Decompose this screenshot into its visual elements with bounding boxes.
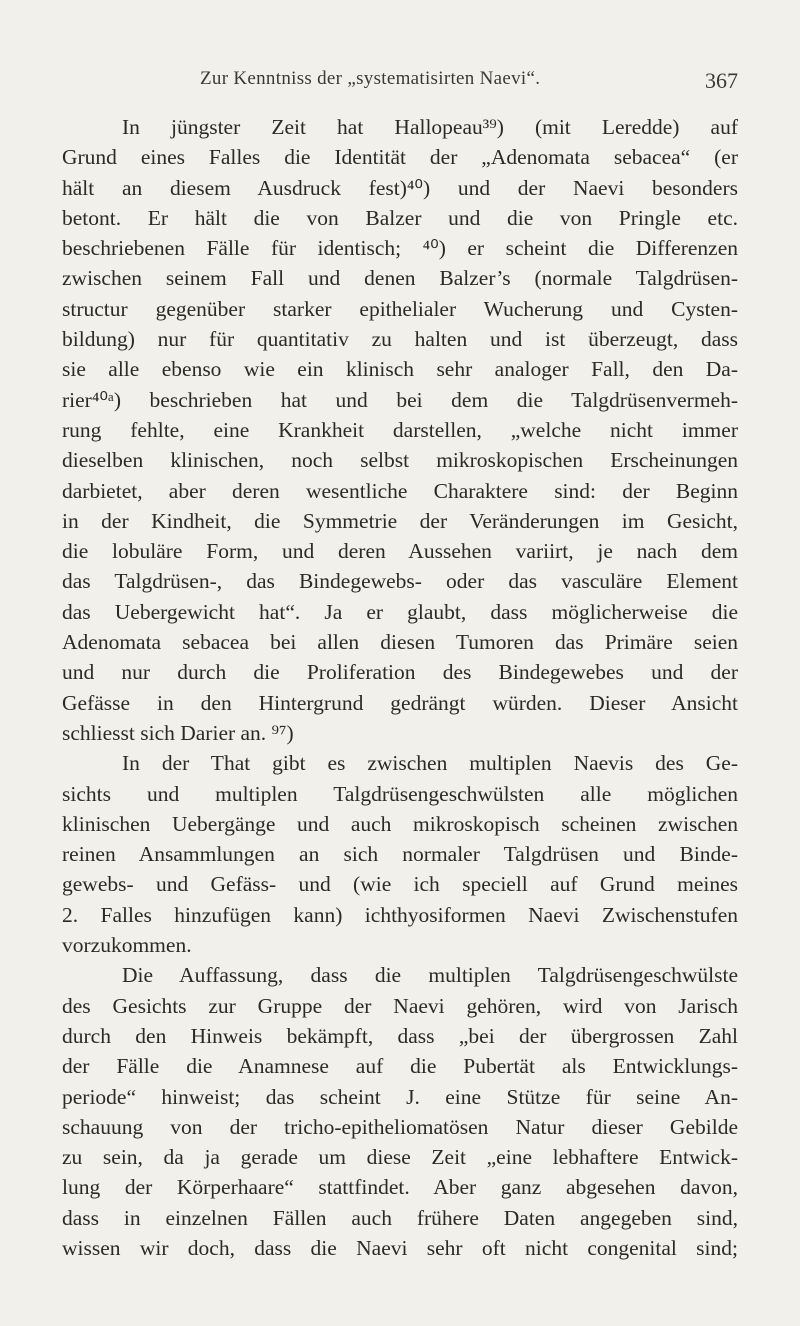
running-title: Zur Kenntniss der „systematisirten Naevi“. <box>200 68 541 89</box>
text-line: in der Kindheit, die Symmetrie der Veränderungen im Gesicht, <box>62 508 738 533</box>
text-line: zwischen seinem Fall und denen Balzer’s (normale Talgdrüsen- <box>62 266 738 291</box>
text-line: reinen Ansammlungen an sich normaler Talgdrüsen und Binde- <box>62 842 738 867</box>
text-line: schauung von der tricho-epitheliomatösen Natur dieser Gebilde <box>62 1114 738 1139</box>
text-line: hält an diesem Ausdruck fest)⁴⁰) und der Naevi besonders <box>62 175 738 200</box>
text-line: das Uebergewicht hat“. Ja er glaubt, dass möglicherweise die <box>62 599 738 624</box>
text-line: Adenomata sebacea bei allen diesen Tumoren das Primäre seien <box>62 630 738 655</box>
body-text <box>62 112 738 1263</box>
text-line: 2. Falles hinzufügen kann) ichthyosiformen Naevi Zwischenstufen <box>62 902 738 927</box>
paragraph-1 <box>62 112 738 748</box>
text-line: vorzukommen. <box>62 933 192 958</box>
text-line: beschriebenen Fälle für identisch; ⁴⁰) er scheint die Differenzen <box>62 236 738 261</box>
text-line: durch den Hinweis bekämpft, dass „bei der übergrossen Zahl <box>62 1023 738 1048</box>
paragraph-3 <box>62 960 738 1263</box>
text-line: des Gesichts zur Gruppe der Naevi gehören, wird von Jarisch <box>62 993 738 1018</box>
page-header <box>62 68 738 98</box>
text-line: betont. Er hält die von Balzer und die von Pringle etc. <box>62 205 738 230</box>
text-line: In der That gibt es zwischen multiplen Naevis des Ge- <box>122 751 738 776</box>
text-line: Gefässe in den Hintergrund gedrängt würden. Dieser Ansicht <box>62 690 738 715</box>
text-line: sie alle ebenso wie ein klinisch sehr analoger Fall, den Da- <box>62 357 738 382</box>
text-line: schliesst sich Darier an. ⁹⁷) <box>62 720 294 745</box>
text-line: klinischen Uebergänge und auch mikroskopisch scheinen zwischen <box>62 811 738 836</box>
text-line: periode“ hinweist; das scheint J. eine Stütze für seine An- <box>62 1084 738 1109</box>
text-line: dass in einzelnen Fällen auch frühere Daten angegeben sind, <box>62 1205 738 1230</box>
text-line: der Fälle die Anamnese auf die Pubertät als Entwicklungs- <box>62 1054 738 1079</box>
text-line: gewebs- und Gefäss- und (wie ich speciell auf Grund meines <box>62 872 738 897</box>
page-number: 367 <box>705 68 738 93</box>
text-line: das Talgdrüsen-, das Bindegewebs- oder das vasculäre Element <box>62 569 738 594</box>
text-line: und nur durch die Proliferation des Bindegewebes und der <box>62 660 738 685</box>
text-line: rier⁴⁰ᵃ) beschrieben hat und bei dem die Talgdrüsenvermeh- <box>62 387 738 412</box>
text-line: bildung) nur für quantitativ zu halten und ist überzeugt, dass <box>62 327 738 352</box>
text-line: die lobuläre Form, und deren Aussehen variirt, je nach dem <box>62 539 738 564</box>
text-line: zu sein, da ja gerade um diese Zeit „eine lebhaftere Entwick- <box>62 1145 738 1170</box>
text-line: sichts und multiplen Talgdrüsengeschwülsten alle möglichen <box>62 781 738 806</box>
text-line: structur gegenüber starker epithelialer Wucherung und Cysten- <box>62 296 738 321</box>
text-line: rung fehlte, eine Krankheit darstellen, „welche nicht immer <box>62 417 738 442</box>
text-line: Die Auffassung, dass die multiplen Talgdrüsengeschwülste <box>122 963 738 988</box>
paragraph-2 <box>62 748 738 960</box>
text-line: dieselben klinischen, noch selbst mikroskopischen Erscheinungen <box>62 448 738 473</box>
text-line: darbietet, aber deren wesentliche Charaktere sind: der Beginn <box>62 478 738 503</box>
text-line: wissen wir doch, dass die Naevi sehr oft nicht congenital sind; <box>62 1235 738 1260</box>
text-line: In jüngster Zeit hat Hallopeau³⁹) (mit Leredde) auf <box>122 115 738 139</box>
text-line: Grund eines Falles die Identität der „Adenomata sebacea“ (er <box>62 145 738 170</box>
text-line: lung der Körperhaare“ stattfindet. Aber ganz abgesehen davon, <box>62 1175 738 1200</box>
